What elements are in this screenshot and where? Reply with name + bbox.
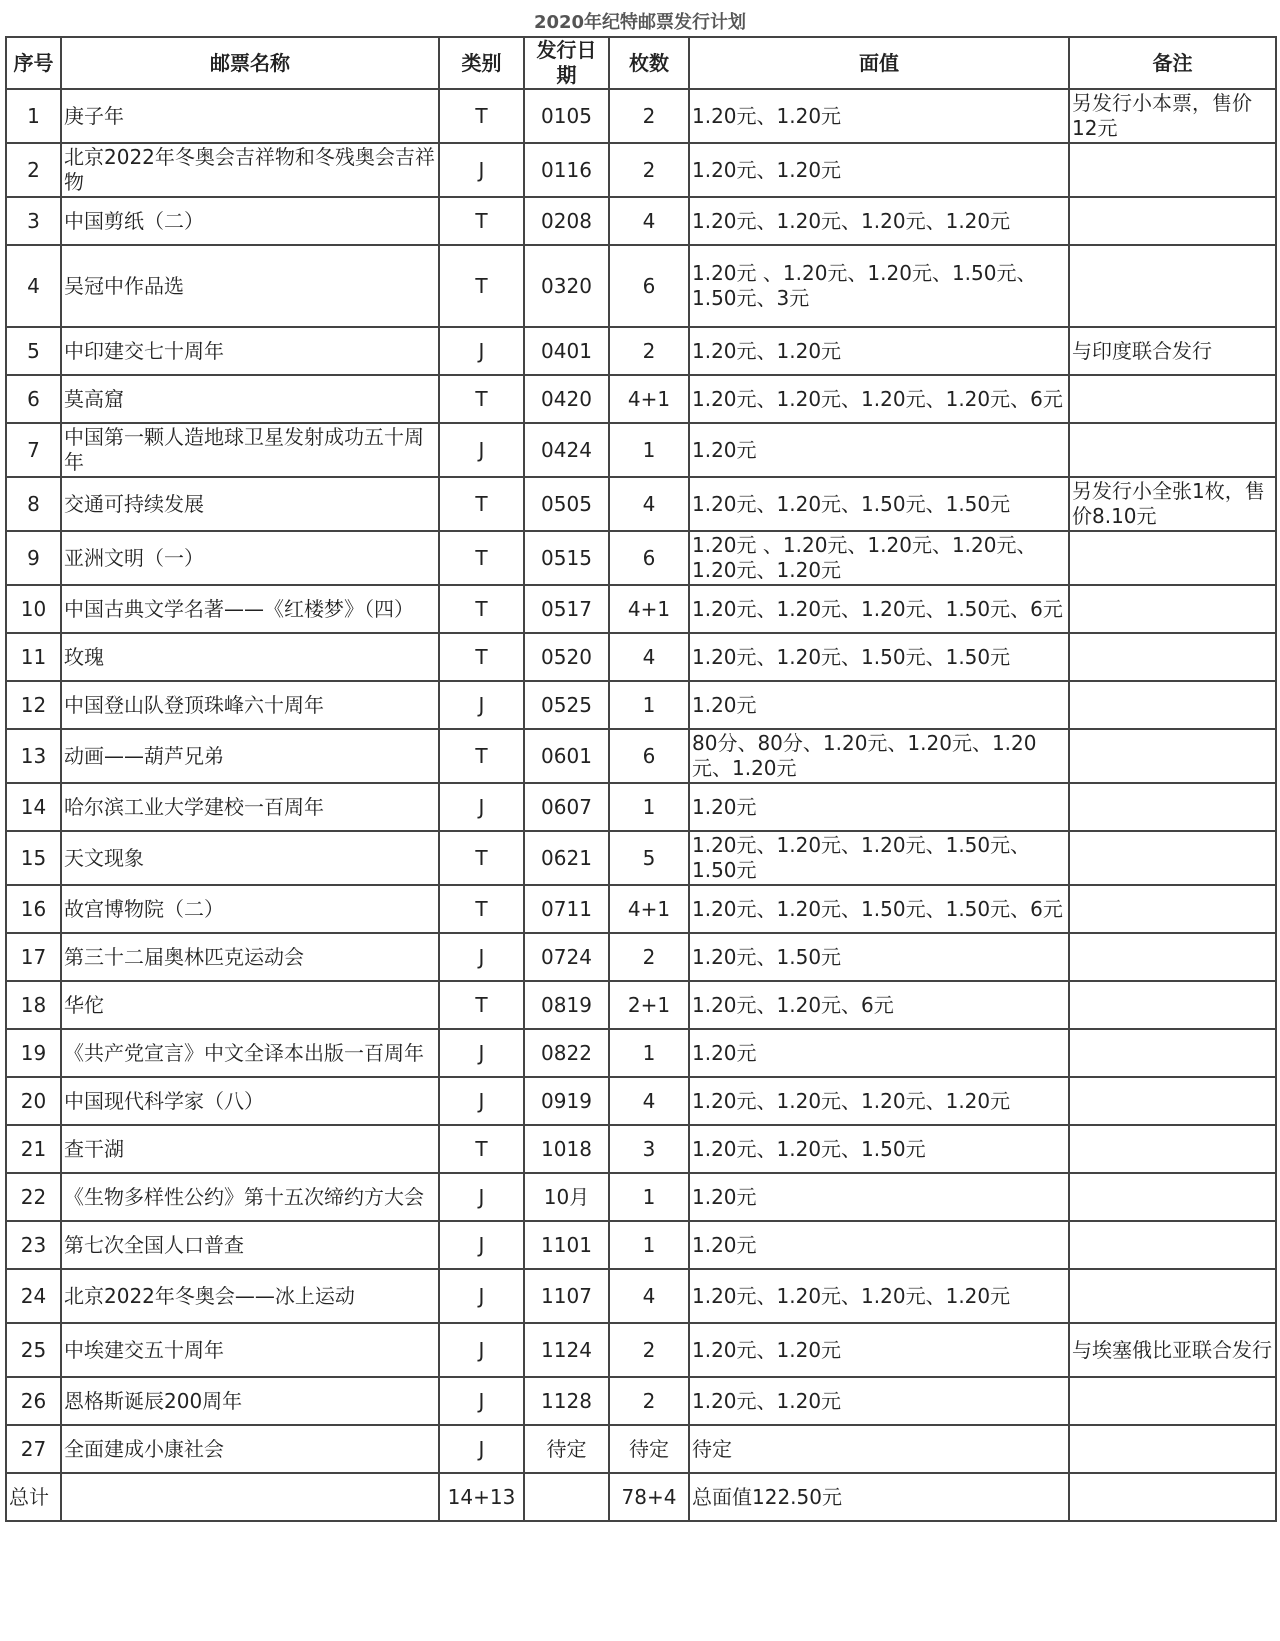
cell-date: 0822	[524, 1029, 609, 1077]
cell-value: 1.20元 、1.20元、1.20元、1.50元、1.50元、3元	[689, 245, 1069, 327]
cell-date: 0424	[524, 423, 609, 477]
table-row	[6, 143, 1276, 197]
cell-category: J	[439, 1029, 524, 1077]
header-name: 邮票名称	[61, 37, 439, 89]
cell-count: 1	[609, 1173, 689, 1221]
cell-count: 4	[609, 197, 689, 245]
cell-no: 26	[6, 1377, 61, 1425]
cell-name: 动画——葫芦兄弟	[61, 729, 439, 783]
cell-date: 0420	[524, 375, 609, 423]
cell-no: 23	[6, 1221, 61, 1269]
cell-value: 1.20元、1.20元	[689, 89, 1069, 143]
cell-value: 1.20元、1.20元、1.20元、1.50元、1.50元	[689, 831, 1069, 885]
cell-no: 19	[6, 1029, 61, 1077]
cell-no: 18	[6, 981, 61, 1029]
cell-name: 中国古典文学名著——《红楼梦》（四）	[61, 585, 439, 633]
cell-no: 17	[6, 933, 61, 981]
total-date	[524, 1473, 609, 1521]
cell-name: 全面建成小康社会	[61, 1425, 439, 1473]
cell-count: 1	[609, 783, 689, 831]
cell-name: 吴冠中作品选	[61, 245, 439, 327]
cell-category: T	[439, 831, 524, 885]
cell-note: 与印度联合发行	[1069, 327, 1276, 375]
cell-note	[1069, 933, 1276, 981]
table-row	[6, 1077, 1276, 1125]
cell-no: 12	[6, 681, 61, 729]
cell-date: 0517	[524, 585, 609, 633]
cell-count: 4	[609, 1077, 689, 1125]
table-row	[6, 89, 1276, 143]
cell-note	[1069, 729, 1276, 783]
cell-date: 0607	[524, 783, 609, 831]
cell-note	[1069, 197, 1276, 245]
cell-count: 4	[609, 633, 689, 681]
cell-name: 莫高窟	[61, 375, 439, 423]
table-row	[6, 885, 1276, 933]
table-row	[6, 1029, 1276, 1077]
cell-category: T	[439, 531, 524, 585]
table-row	[6, 327, 1276, 375]
table-row	[6, 531, 1276, 585]
cell-category: T	[439, 885, 524, 933]
table-row	[6, 1377, 1276, 1425]
cell-date: 0525	[524, 681, 609, 729]
cell-name: 中国登山队登顶珠峰六十周年	[61, 681, 439, 729]
cell-count: 4+1	[609, 585, 689, 633]
cell-name: 交通可持续发展	[61, 477, 439, 531]
table-row	[6, 1425, 1276, 1473]
cell-name: 玫瑰	[61, 633, 439, 681]
cell-category: J	[439, 1173, 524, 1221]
cell-date: 0819	[524, 981, 609, 1029]
stamp-issue-table	[5, 36, 1277, 1522]
cell-name: 第三十二届奥林匹克运动会	[61, 933, 439, 981]
table-row	[6, 245, 1276, 327]
cell-name: 亚洲文明（一）	[61, 531, 439, 585]
cell-name: 哈尔滨工业大学建校一百周年	[61, 783, 439, 831]
cell-no: 6	[6, 375, 61, 423]
cell-no: 13	[6, 729, 61, 783]
cell-no: 14	[6, 783, 61, 831]
cell-category: J	[439, 783, 524, 831]
cell-value: 1.20元、1.20元、1.50元	[689, 1125, 1069, 1173]
cell-category: T	[439, 981, 524, 1029]
cell-category: J	[439, 143, 524, 197]
cell-value: 1.20元、1.20元、1.50元、1.50元	[689, 477, 1069, 531]
cell-no: 22	[6, 1173, 61, 1221]
cell-name: 《生物多样性公约》第十五次缔约方大会	[61, 1173, 439, 1221]
table-row	[6, 933, 1276, 981]
table-row	[6, 375, 1276, 423]
cell-note	[1069, 1425, 1276, 1473]
table-row	[6, 585, 1276, 633]
cell-value: 1.20元、1.20元、1.20元、1.20元	[689, 1269, 1069, 1323]
cell-value: 1.20元	[689, 423, 1069, 477]
cell-count: 2	[609, 89, 689, 143]
cell-no: 5	[6, 327, 61, 375]
cell-note	[1069, 423, 1276, 477]
cell-count: 2+1	[609, 981, 689, 1029]
cell-no: 27	[6, 1425, 61, 1473]
cell-no: 21	[6, 1125, 61, 1173]
cell-count: 2	[609, 143, 689, 197]
cell-name: 中印建交七十周年	[61, 327, 439, 375]
cell-date: 0320	[524, 245, 609, 327]
cell-value: 待定	[689, 1425, 1069, 1473]
cell-value: 1.20元、1.50元	[689, 933, 1069, 981]
page-title: 2020年纪特邮票发行计划	[533, 12, 747, 33]
table-row	[6, 783, 1276, 831]
cell-name: 天文现象	[61, 831, 439, 885]
cell-value: 1.20元、1.20元、1.50元、1.50元、6元	[689, 885, 1069, 933]
cell-category: J	[439, 1221, 524, 1269]
cell-category: J	[439, 1269, 524, 1323]
cell-category: T	[439, 375, 524, 423]
cell-no: 8	[6, 477, 61, 531]
table-row	[6, 729, 1276, 783]
total-count: 78+4	[609, 1473, 689, 1521]
table-row	[6, 477, 1276, 531]
cell-date: 1128	[524, 1377, 609, 1425]
header-note: 备注	[1069, 37, 1276, 89]
cell-category: T	[439, 89, 524, 143]
cell-category: J	[439, 1425, 524, 1473]
total-row	[6, 1473, 1276, 1521]
cell-date: 0724	[524, 933, 609, 981]
total-value: 总面值122.50元	[689, 1473, 1069, 1521]
cell-value: 1.20元	[689, 681, 1069, 729]
cell-date: 0919	[524, 1077, 609, 1125]
cell-date: 0505	[524, 477, 609, 531]
cell-no: 4	[6, 245, 61, 327]
cell-date: 0601	[524, 729, 609, 783]
cell-name: 北京2022年冬奥会——冰上运动	[61, 1269, 439, 1323]
table-row	[6, 1173, 1276, 1221]
cell-category: T	[439, 729, 524, 783]
cell-count: 待定	[609, 1425, 689, 1473]
cell-no: 24	[6, 1269, 61, 1323]
cell-date: 0520	[524, 633, 609, 681]
table-row	[6, 423, 1276, 477]
cell-note	[1069, 245, 1276, 327]
cell-category: J	[439, 933, 524, 981]
cell-value: 1.20元	[689, 783, 1069, 831]
cell-value: 1.20元、1.20元、1.20元、1.20元	[689, 1077, 1069, 1125]
cell-note	[1069, 1377, 1276, 1425]
cell-note	[1069, 981, 1276, 1029]
cell-note	[1069, 531, 1276, 585]
cell-name: 故宫博物院（二）	[61, 885, 439, 933]
cell-count: 6	[609, 245, 689, 327]
cell-name: 中国剪纸（二）	[61, 197, 439, 245]
cell-value: 1.20元	[689, 1173, 1069, 1221]
cell-value: 1.20元、1.20元	[689, 327, 1069, 375]
cell-category: T	[439, 245, 524, 327]
cell-count: 4	[609, 1269, 689, 1323]
cell-note	[1069, 1029, 1276, 1077]
cell-note	[1069, 1269, 1276, 1323]
header-date: 发行日期	[524, 37, 609, 89]
cell-date: 0208	[524, 197, 609, 245]
cell-name: 北京2022年冬奥会吉祥物和冬残奥会吉祥物	[61, 143, 439, 197]
cell-value: 1.20元、1.20元	[689, 1377, 1069, 1425]
cell-category: T	[439, 1125, 524, 1173]
cell-date: 1107	[524, 1269, 609, 1323]
cell-value: 1.20元	[689, 1029, 1069, 1077]
cell-value: 1.20元、1.20元、1.50元、1.50元	[689, 633, 1069, 681]
cell-no: 10	[6, 585, 61, 633]
cell-category: J	[439, 681, 524, 729]
table-row	[6, 197, 1276, 245]
cell-note	[1069, 633, 1276, 681]
cell-no: 25	[6, 1323, 61, 1377]
cell-category: J	[439, 423, 524, 477]
header-count: 枚数	[609, 37, 689, 89]
cell-value: 1.20元、1.20元、1.20元、1.50元、6元	[689, 585, 1069, 633]
total-label: 总计	[6, 1473, 61, 1521]
cell-category: J	[439, 327, 524, 375]
cell-count: 1	[609, 681, 689, 729]
header-no: 序号	[6, 37, 61, 89]
cell-count: 4	[609, 477, 689, 531]
cell-name: 中国第一颗人造地球卫星发射成功五十周年	[61, 423, 439, 477]
table-row	[6, 681, 1276, 729]
cell-name: 恩格斯诞辰200周年	[61, 1377, 439, 1425]
cell-date: 待定	[524, 1425, 609, 1473]
cell-count: 2	[609, 1377, 689, 1425]
cell-count: 6	[609, 531, 689, 585]
cell-count: 4+1	[609, 375, 689, 423]
table-header-row	[6, 37, 1276, 89]
cell-note: 与埃塞俄比亚联合发行	[1069, 1323, 1276, 1377]
table-row	[6, 1269, 1276, 1323]
cell-date: 0105	[524, 89, 609, 143]
total-note	[1069, 1473, 1276, 1521]
cell-category: T	[439, 633, 524, 681]
cell-value: 1.20元、1.20元、1.20元、1.20元、6元	[689, 375, 1069, 423]
cell-no: 16	[6, 885, 61, 933]
cell-category: J	[439, 1077, 524, 1125]
cell-name: 查干湖	[61, 1125, 439, 1173]
cell-name: 第七次全国人口普查	[61, 1221, 439, 1269]
cell-note: 另发行小本票，售价12元	[1069, 89, 1276, 143]
cell-date: 0621	[524, 831, 609, 885]
cell-count: 2	[609, 1323, 689, 1377]
cell-count: 6	[609, 729, 689, 783]
table-row	[6, 981, 1276, 1029]
cell-value: 1.20元	[689, 1221, 1069, 1269]
cell-date: 1124	[524, 1323, 609, 1377]
cell-note	[1069, 1125, 1276, 1173]
cell-note	[1069, 1173, 1276, 1221]
header-value: 面值	[689, 37, 1069, 89]
cell-note	[1069, 375, 1276, 423]
cell-value: 1.20元、1.20元、6元	[689, 981, 1069, 1029]
cell-note	[1069, 1221, 1276, 1269]
header-category: 类别	[439, 37, 524, 89]
cell-value: 80分、80分、1.20元、1.20元、1.20元、1.20元	[689, 729, 1069, 783]
cell-no: 7	[6, 423, 61, 477]
cell-no: 20	[6, 1077, 61, 1125]
cell-count: 1	[609, 423, 689, 477]
cell-name: 庚子年	[61, 89, 439, 143]
cell-note	[1069, 681, 1276, 729]
cell-note	[1069, 885, 1276, 933]
cell-count: 2	[609, 327, 689, 375]
cell-name: 中国现代科学家（八）	[61, 1077, 439, 1125]
table-row	[6, 1125, 1276, 1173]
cell-value: 1.20元 、1.20元、1.20元、1.20元、1.20元、1.20元	[689, 531, 1069, 585]
total-category: 14+13	[439, 1473, 524, 1521]
cell-category: J	[439, 1377, 524, 1425]
cell-value: 1.20元、1.20元	[689, 143, 1069, 197]
cell-count: 3	[609, 1125, 689, 1173]
cell-date: 0116	[524, 143, 609, 197]
cell-count: 1	[609, 1221, 689, 1269]
cell-no: 1	[6, 89, 61, 143]
cell-note: 另发行小全张1枚，售价8.10元	[1069, 477, 1276, 531]
cell-count: 2	[609, 933, 689, 981]
cell-category: T	[439, 197, 524, 245]
cell-date: 1018	[524, 1125, 609, 1173]
cell-category: T	[439, 477, 524, 531]
cell-count: 4+1	[609, 885, 689, 933]
cell-note	[1069, 831, 1276, 885]
cell-note	[1069, 585, 1276, 633]
cell-name: 华佗	[61, 981, 439, 1029]
cell-category: J	[439, 1323, 524, 1377]
cell-no: 9	[6, 531, 61, 585]
cell-date: 0711	[524, 885, 609, 933]
cell-count: 5	[609, 831, 689, 885]
cell-value: 1.20元、1.20元	[689, 1323, 1069, 1377]
cell-no: 3	[6, 197, 61, 245]
cell-date: 1101	[524, 1221, 609, 1269]
cell-name: 中埃建交五十周年	[61, 1323, 439, 1377]
cell-value: 1.20元、1.20元、1.20元、1.20元	[689, 197, 1069, 245]
table-row	[6, 831, 1276, 885]
table-row	[6, 1323, 1276, 1377]
cell-date: 0401	[524, 327, 609, 375]
cell-note	[1069, 1077, 1276, 1125]
cell-note	[1069, 143, 1276, 197]
cell-no: 11	[6, 633, 61, 681]
cell-no: 15	[6, 831, 61, 885]
cell-category: T	[439, 585, 524, 633]
cell-note	[1069, 783, 1276, 831]
cell-date: 10月	[524, 1173, 609, 1221]
cell-date: 0515	[524, 531, 609, 585]
cell-count: 1	[609, 1029, 689, 1077]
total-name	[61, 1473, 439, 1521]
cell-no: 2	[6, 143, 61, 197]
table-row	[6, 1221, 1276, 1269]
cell-name: 《共产党宣言》中文全译本出版一百周年	[61, 1029, 439, 1077]
table-row	[6, 633, 1276, 681]
